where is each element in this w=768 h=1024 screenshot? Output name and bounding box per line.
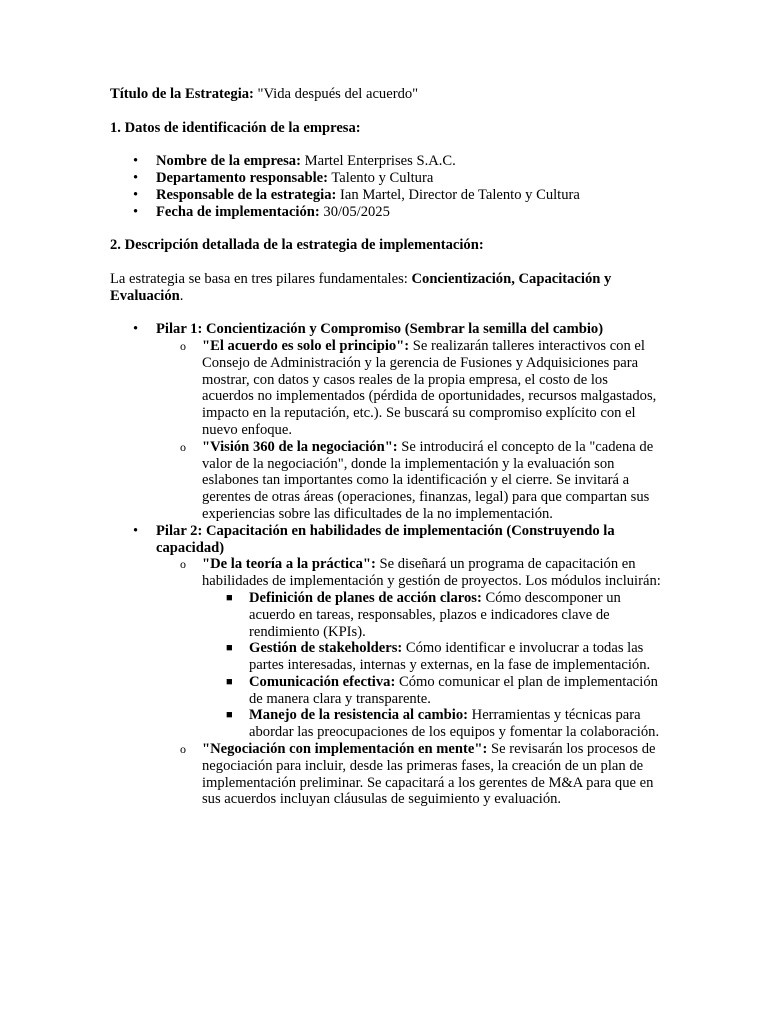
list-item: [110, 153, 662, 170]
item-label: "El acuerdo es solo el principio":: [202, 337, 410, 354]
pillar-title: Pilar 1: Concientización y Compromiso (Sembrar la semilla del cambio): [156, 321, 604, 338]
item-label: Fecha de implementación:: [156, 203, 320, 220]
item-label: Responsable de la estrategia:: [156, 186, 337, 203]
list-item: [110, 741, 662, 808]
list-item: [110, 170, 662, 187]
bullet-icon: •: [133, 321, 139, 338]
list-item: [110, 204, 662, 221]
item-label: "Negociación con implementación en mente":: [202, 741, 488, 758]
item-text: Se diseñará un programa de capacitación en habilidades de implementación y gestión de proyectos. Los módulos incluirán:: [202, 556, 661, 590]
strategy-title: [110, 86, 662, 103]
list-item: [110, 439, 662, 523]
intro-end: .: [179, 287, 184, 304]
module-label: Gestión de stakeholders:: [249, 640, 403, 657]
square-bullet-icon: ■: [226, 675, 233, 688]
section1-heading: [110, 120, 662, 137]
item-label: "De la teoría a la práctica":: [202, 556, 376, 573]
section2-intro: [110, 271, 662, 305]
strategy-title-value: "Vida después del acuerdo": [253, 86, 419, 102]
bullet-icon: •: [133, 153, 139, 170]
module-item: [110, 674, 662, 708]
module-item: [110, 590, 662, 640]
item-label: "Visión 360 de la negociación":: [202, 438, 398, 455]
intro-text: La estrategia se basa en tres pilares fundamentales:: [110, 270, 412, 287]
module-text: Cómo descomponer un acuerdo en tareas, responsables, plazos e indicadores clave de rendimiento (KPIs).: [249, 589, 621, 640]
bullet-icon: •: [133, 203, 139, 220]
list-item: [110, 187, 662, 204]
item-value: Martel Enterprises S.A.C.: [300, 153, 456, 170]
item-value: Talento y Cultura: [328, 169, 434, 186]
bullet-icon: •: [133, 522, 139, 539]
pillar-list: [110, 321, 662, 808]
item-label: Departamento responsable:: [156, 169, 329, 186]
list-item: [110, 338, 662, 439]
module-item: [110, 640, 662, 674]
strategy-title-label: Título de la Estrategia:: [110, 86, 254, 102]
bullet-icon: •: [133, 186, 139, 203]
item-value: 30/05/2025: [319, 203, 390, 220]
module-text: Herramientas y técnicas para abordar las preocupaciones de los equipos y fomentar la colaboración.: [249, 707, 660, 741]
circle-bullet-icon: o: [180, 439, 186, 454]
item-text: Se realizarán talleres interactivos con el Consejo de Administración y la gerencia de Fusiones y Adquisiciones para mostrar, con datos y casos reales de la propia empresa, el costo de los acuerdos no implementados (pérdida de oportunidades, recursos malgastados, impacto en la reputación, etc.). Se buscará su compromiso explícito con el nuevo enfoque.: [202, 337, 657, 438]
section2-heading: [110, 237, 662, 254]
module-text: Cómo comunicar el plan de implementación de manera clara y transparente.: [249, 673, 658, 707]
intro-pillars: Concientización, Capacitación y Evaluación: [110, 270, 612, 304]
list-item: [110, 556, 662, 590]
module-label: Comunicación efectiva:: [249, 673, 396, 690]
square-bullet-icon: ■: [226, 591, 233, 604]
item-text: Se revisarán los procesos de negociación para incluir, desde las primeras fases, la creación de un plan de implementación preliminar. Se capacitará a los gerentes de M&A para que en sus acuerdos incluyan cláusulas de seguimiento y evaluación.: [202, 741, 656, 808]
item-label: Nombre de la empresa:: [156, 153, 301, 170]
company-info-list: [110, 153, 662, 220]
section2-heading-text: 2. Descripción detallada de la estrategia de implementación:: [110, 237, 484, 254]
pillar-title: Pilar 2: Capacitación en habilidades de implementación (Construyendo la capacidad): [156, 522, 615, 556]
document-page: [110, 86, 662, 808]
module-item: [110, 707, 662, 741]
module-label: Manejo de la resistencia al cambio:: [249, 707, 469, 724]
square-bullet-icon: ■: [226, 642, 233, 655]
module-label: Definición de planes de acción claros:: [249, 589, 482, 606]
circle-bullet-icon: o: [180, 557, 186, 572]
bullet-icon: •: [133, 169, 139, 186]
circle-bullet-icon: o: [180, 338, 186, 353]
square-bullet-icon: ■: [226, 709, 233, 722]
item-value: Ian Martel, Director de Talento y Cultura: [336, 186, 580, 203]
pillar-2: [110, 523, 662, 557]
circle-bullet-icon: o: [180, 742, 186, 757]
module-text: Cómo identificar e involucrar a todas las partes interesadas, internas y externas, en la fase de implementación.: [249, 640, 651, 674]
item-text: Se introducirá el concepto de la "cadena de valor de la negociación", donde la implementación y la evaluación son eslabones tan importantes como la identificación y el cierre. Se invitará a gerentes de otras áreas (operaciones, finanzas, legal) para que compartan sus experiencias sobre las dificultades de la no implementación.: [202, 438, 654, 522]
pillar-1: [110, 321, 662, 338]
section1-heading-text: 1. Datos de identificación de la empresa:: [110, 119, 361, 136]
